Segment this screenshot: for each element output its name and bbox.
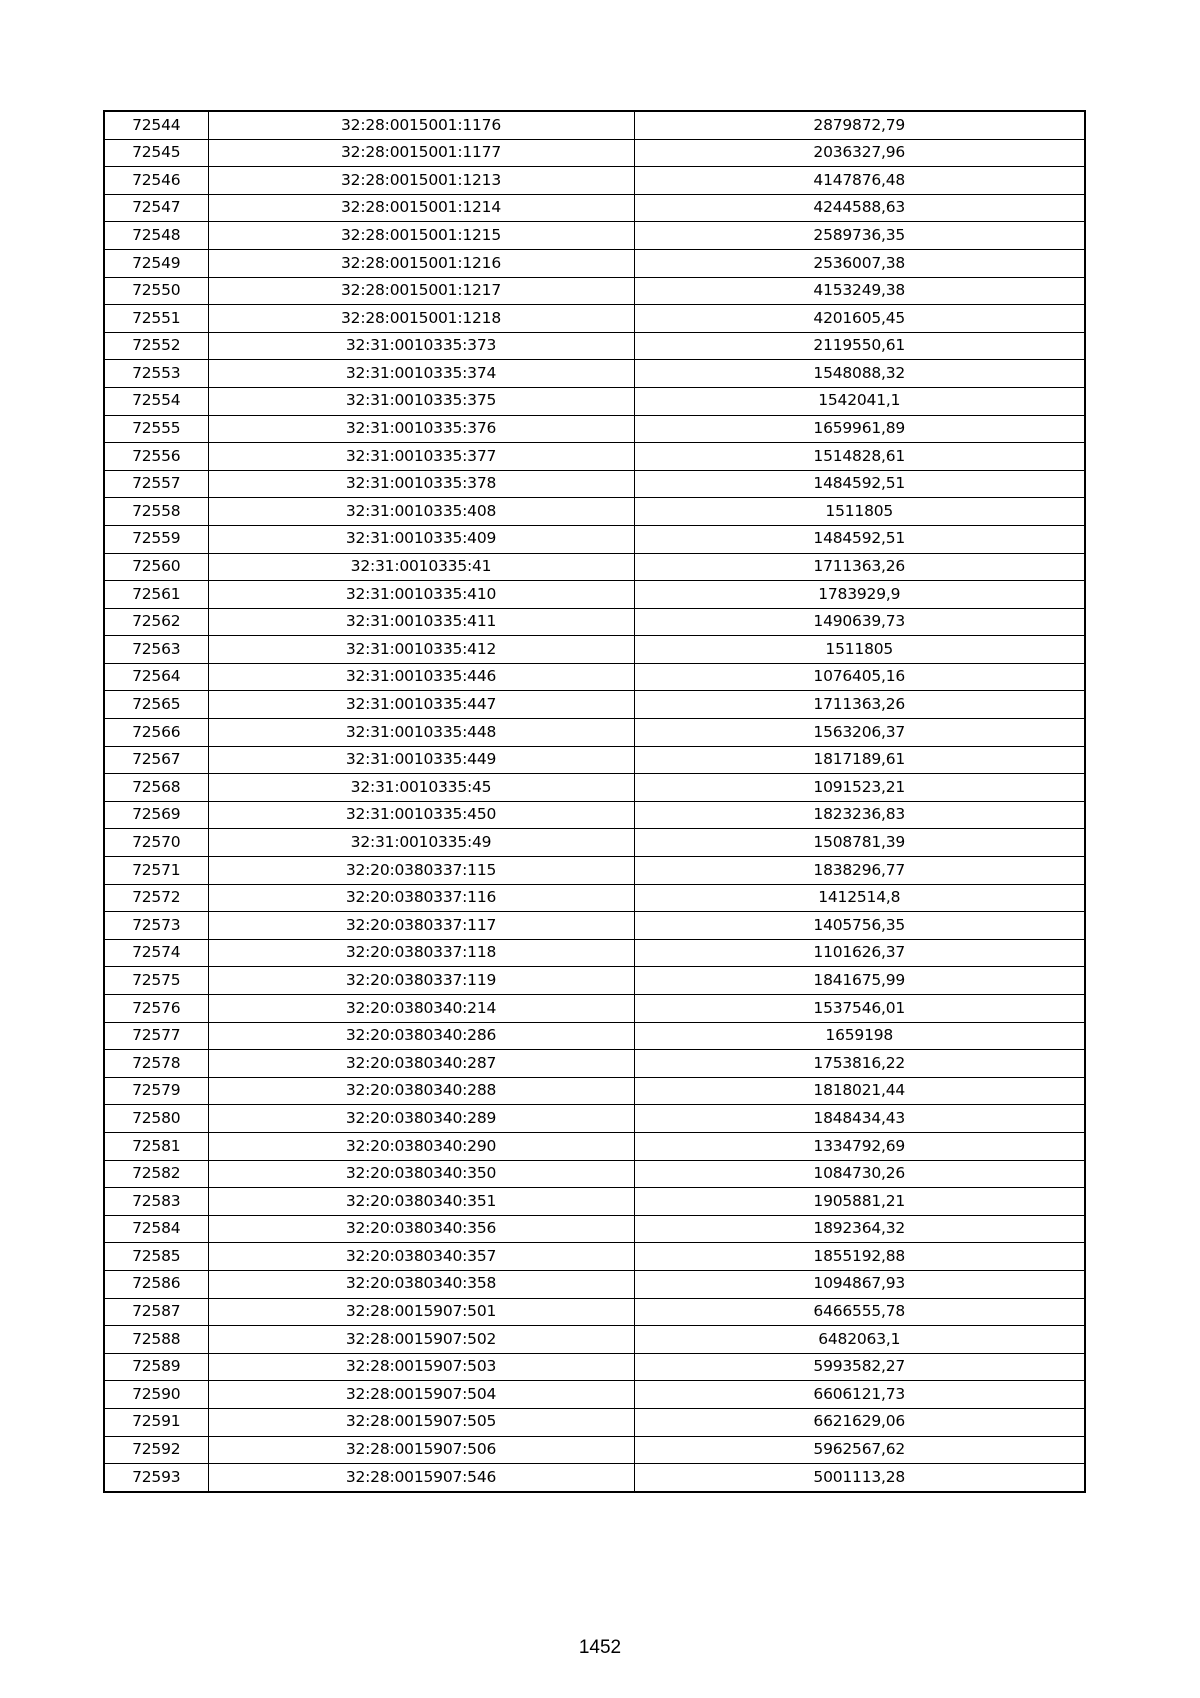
table-row: [104, 139, 1085, 167]
table-row: [104, 525, 1085, 553]
table-body: [104, 111, 1085, 1492]
cadastral-number-cell: 32:31:0010335:412: [208, 636, 634, 664]
row-number-cell: 72575: [104, 967, 208, 995]
cadastral-value-cell: 1405756,35: [634, 912, 1085, 940]
cadastral-number-cell: 32:28:0015001:1217: [208, 277, 634, 305]
row-number-cell: 72579: [104, 1077, 208, 1105]
cadastral-number-cell: 32:31:0010335:374: [208, 360, 634, 388]
table-row: [104, 801, 1085, 829]
table-row: [104, 387, 1085, 415]
row-number-cell: 72562: [104, 608, 208, 636]
cadastral-value-cell: 1711363,26: [634, 553, 1085, 581]
cadastral-number-cell: 32:31:0010335:373: [208, 332, 634, 360]
table-row: [104, 857, 1085, 885]
row-number-cell: 72566: [104, 719, 208, 747]
table-row: [104, 691, 1085, 719]
row-number-cell: 72577: [104, 1022, 208, 1050]
row-number-cell: 72552: [104, 332, 208, 360]
cadastral-value-cell: 1412514,8: [634, 884, 1085, 912]
cadastral-value-cell: 1076405,16: [634, 663, 1085, 691]
cadastral-value-cell: 4147876,48: [634, 167, 1085, 195]
cadastral-value-cell: 1542041,1: [634, 387, 1085, 415]
row-number-cell: 72563: [104, 636, 208, 664]
row-number-cell: 72557: [104, 470, 208, 498]
cadastral-number-cell: 32:31:0010335:45: [208, 774, 634, 802]
cadastral-number-cell: 32:28:0015001:1214: [208, 194, 634, 222]
cadastral-value-cell: 1490639,73: [634, 608, 1085, 636]
table-row: [104, 553, 1085, 581]
cadastral-number-cell: 32:31:0010335:450: [208, 801, 634, 829]
table-row: [104, 1298, 1085, 1326]
cadastral-value-cell: 1838296,77: [634, 857, 1085, 885]
cadastral-value-cell: 2119550,61: [634, 332, 1085, 360]
row-number-cell: 72582: [104, 1160, 208, 1188]
cadastral-number-cell: 32:28:0015907:504: [208, 1381, 634, 1409]
cadastral-number-cell: 32:28:0015001:1218: [208, 305, 634, 333]
cadastral-value-cell: 4201605,45: [634, 305, 1085, 333]
table-row: [104, 249, 1085, 277]
cadastral-value-cell: 1818021,44: [634, 1077, 1085, 1105]
row-number-cell: 72591: [104, 1408, 208, 1436]
table-row: [104, 1160, 1085, 1188]
table-row: [104, 1077, 1085, 1105]
table-row: [104, 1464, 1085, 1492]
cadastral-number-cell: 32:20:0380337:119: [208, 967, 634, 995]
cadastral-value-cell: 1548088,32: [634, 360, 1085, 388]
cadastral-number-cell: 32:20:0380340:287: [208, 1050, 634, 1078]
row-number-cell: 72545: [104, 139, 208, 167]
table-row: [104, 1408, 1085, 1436]
cadastral-value-cell: 1084730,26: [634, 1160, 1085, 1188]
cadastral-number-cell: 32:28:0015907:506: [208, 1436, 634, 1464]
cadastral-number-cell: 32:20:0380340:356: [208, 1215, 634, 1243]
cadastral-value-cell: 1511805: [634, 498, 1085, 526]
table-row: [104, 305, 1085, 333]
table-row: [104, 277, 1085, 305]
table-row: [104, 663, 1085, 691]
row-number-cell: 72580: [104, 1105, 208, 1133]
table-row: [104, 608, 1085, 636]
cadastral-number-cell: 32:20:0380337:115: [208, 857, 634, 885]
table-row: [104, 332, 1085, 360]
table-row: [104, 581, 1085, 609]
row-number-cell: 72546: [104, 167, 208, 195]
table-row: [104, 939, 1085, 967]
cadastral-number-cell: 32:28:0015907:502: [208, 1326, 634, 1354]
table-row: [104, 1353, 1085, 1381]
cadastral-value-cell: 4153249,38: [634, 277, 1085, 305]
table-row: [104, 967, 1085, 995]
table-row: [104, 1105, 1085, 1133]
row-number-cell: 72573: [104, 912, 208, 940]
cadastral-value-cell: 1783929,9: [634, 581, 1085, 609]
table-row: [104, 167, 1085, 195]
cadastral-number-cell: 32:20:0380340:289: [208, 1105, 634, 1133]
table-row: [104, 1132, 1085, 1160]
row-number-cell: 72583: [104, 1188, 208, 1216]
cadastral-value-cell: 5001113,28: [634, 1464, 1085, 1492]
cadastral-value-cell: 2536007,38: [634, 249, 1085, 277]
cadastral-number-cell: 32:31:0010335:411: [208, 608, 634, 636]
row-number-cell: 72561: [104, 581, 208, 609]
cadastral-value-cell: 5962567,62: [634, 1436, 1085, 1464]
row-number-cell: 72581: [104, 1132, 208, 1160]
cadastral-number-cell: 32:20:0380340:350: [208, 1160, 634, 1188]
table-row: [104, 1381, 1085, 1409]
cadastral-value-cell: 1537546,01: [634, 995, 1085, 1023]
cadastral-number-cell: 32:28:0015001:1216: [208, 249, 634, 277]
cadastral-number-cell: 32:20:0380337:116: [208, 884, 634, 912]
cadastral-number-cell: 32:31:0010335:409: [208, 525, 634, 553]
cadastral-value-cell: 1508781,39: [634, 829, 1085, 857]
cadastral-number-cell: 32:20:0380340:351: [208, 1188, 634, 1216]
cadastral-number-cell: 32:31:0010335:448: [208, 719, 634, 747]
row-number-cell: 72553: [104, 360, 208, 388]
row-number-cell: 72574: [104, 939, 208, 967]
cadastral-value-cell: 1659961,89: [634, 415, 1085, 443]
row-number-cell: 72559: [104, 525, 208, 553]
row-number-cell: 72569: [104, 801, 208, 829]
cadastral-value-cell: 1101626,37: [634, 939, 1085, 967]
row-number-cell: 72587: [104, 1298, 208, 1326]
cadastral-number-cell: 32:20:0380337:118: [208, 939, 634, 967]
table-row: [104, 829, 1085, 857]
cadastral-value-cell: 2879872,79: [634, 111, 1085, 139]
table-row: [104, 194, 1085, 222]
cadastral-value-cell: 1094867,93: [634, 1270, 1085, 1298]
cadastral-value-cell: 6466555,78: [634, 1298, 1085, 1326]
cadastral-number-cell: 32:31:0010335:446: [208, 663, 634, 691]
row-number-cell: 72586: [104, 1270, 208, 1298]
cadastral-value-cell: 1823236,83: [634, 801, 1085, 829]
table-row: [104, 498, 1085, 526]
cadastral-number-cell: 32:31:0010335:408: [208, 498, 634, 526]
cadastral-number-cell: 32:31:0010335:375: [208, 387, 634, 415]
table-row: [104, 746, 1085, 774]
cadastral-value-cell: 1484592,51: [634, 470, 1085, 498]
table-row: [104, 1436, 1085, 1464]
row-number-cell: 72554: [104, 387, 208, 415]
cadastral-value-cell: 4244588,63: [634, 194, 1085, 222]
row-number-cell: 72547: [104, 194, 208, 222]
cadastral-number-cell: 32:20:0380340:358: [208, 1270, 634, 1298]
table-row: [104, 1243, 1085, 1271]
table-row: [104, 470, 1085, 498]
row-number-cell: 72565: [104, 691, 208, 719]
row-number-cell: 72549: [104, 249, 208, 277]
cadastral-number-cell: 32:28:0015001:1176: [208, 111, 634, 139]
cadastral-number-cell: 32:31:0010335:49: [208, 829, 634, 857]
row-number-cell: 72551: [104, 305, 208, 333]
cadastral-value-cell: 6621629,06: [634, 1408, 1085, 1436]
row-number-cell: 72578: [104, 1050, 208, 1078]
row-number-cell: 72564: [104, 663, 208, 691]
row-number-cell: 72584: [104, 1215, 208, 1243]
cadastral-value-cell: 6482063,1: [634, 1326, 1085, 1354]
row-number-cell: 72555: [104, 415, 208, 443]
cadastral-number-cell: 32:31:0010335:376: [208, 415, 634, 443]
cadastral-number-cell: 32:28:0015001:1213: [208, 167, 634, 195]
row-number-cell: 72593: [104, 1464, 208, 1492]
row-number-cell: 72567: [104, 746, 208, 774]
cadastral-value-cell: 1817189,61: [634, 746, 1085, 774]
row-number-cell: 72589: [104, 1353, 208, 1381]
cadastral-value-cell: 1511805: [634, 636, 1085, 664]
row-number-cell: 72560: [104, 553, 208, 581]
table-row: [104, 111, 1085, 139]
cadastral-number-cell: 32:31:0010335:41: [208, 553, 634, 581]
table-row: [104, 1188, 1085, 1216]
row-number-cell: 72556: [104, 443, 208, 471]
row-number-cell: 72592: [104, 1436, 208, 1464]
cadastral-value-cell: 1855192,88: [634, 1243, 1085, 1271]
cadastral-number-cell: 32:20:0380340:288: [208, 1077, 634, 1105]
cadastral-number-cell: 32:20:0380340:290: [208, 1132, 634, 1160]
table-row: [104, 360, 1085, 388]
cadastral-value-table: [103, 110, 1086, 1493]
row-number-cell: 72570: [104, 829, 208, 857]
row-number-cell: 72571: [104, 857, 208, 885]
table-row: [104, 1270, 1085, 1298]
row-number-cell: 72588: [104, 1326, 208, 1354]
row-number-cell: 72544: [104, 111, 208, 139]
cadastral-value-cell: 5993582,27: [634, 1353, 1085, 1381]
row-number-cell: 72548: [104, 222, 208, 250]
cadastral-value-cell: 1563206,37: [634, 719, 1085, 747]
cadastral-value-cell: 1711363,26: [634, 691, 1085, 719]
cadastral-value-cell: 1334792,69: [634, 1132, 1085, 1160]
row-number-cell: 72585: [104, 1243, 208, 1271]
cadastral-value-cell: 1659198: [634, 1022, 1085, 1050]
cadastral-number-cell: 32:31:0010335:378: [208, 470, 634, 498]
row-number-cell: 72572: [104, 884, 208, 912]
table-row: [104, 222, 1085, 250]
table-row: [104, 415, 1085, 443]
cadastral-number-cell: 32:20:0380340:214: [208, 995, 634, 1023]
cadastral-number-cell: 32:28:0015907:503: [208, 1353, 634, 1381]
cadastral-value-cell: 2589736,35: [634, 222, 1085, 250]
table-row: [104, 1022, 1085, 1050]
cadastral-value-cell: 1514828,61: [634, 443, 1085, 471]
cadastral-number-cell: 32:31:0010335:410: [208, 581, 634, 609]
table-row: [104, 912, 1085, 940]
cadastral-number-cell: 32:28:0015907:505: [208, 1408, 634, 1436]
cadastral-value-cell: 1905881,21: [634, 1188, 1085, 1216]
cadastral-value-cell: 1848434,43: [634, 1105, 1085, 1133]
cadastral-number-cell: 32:31:0010335:377: [208, 443, 634, 471]
cadastral-number-cell: 32:31:0010335:447: [208, 691, 634, 719]
table-row: [104, 995, 1085, 1023]
cadastral-number-cell: 32:31:0010335:449: [208, 746, 634, 774]
cadastral-value-cell: 2036327,96: [634, 139, 1085, 167]
table-row: [104, 719, 1085, 747]
cadastral-value-cell: 1753816,22: [634, 1050, 1085, 1078]
table-row: [104, 774, 1085, 802]
cadastral-value-cell: 1892364,32: [634, 1215, 1085, 1243]
cadastral-value-cell: 1484592,51: [634, 525, 1085, 553]
row-number-cell: 72558: [104, 498, 208, 526]
cadastral-value-cell: 1841675,99: [634, 967, 1085, 995]
page-number: 1452: [578, 1637, 622, 1658]
cadastral-number-cell: 32:20:0380340:286: [208, 1022, 634, 1050]
cadastral-number-cell: 32:20:0380340:357: [208, 1243, 634, 1271]
row-number-cell: 72568: [104, 774, 208, 802]
table-row: [104, 1050, 1085, 1078]
row-number-cell: 72590: [104, 1381, 208, 1409]
row-number-cell: 72550: [104, 277, 208, 305]
cadastral-number-cell: 32:28:0015001:1177: [208, 139, 634, 167]
table-row: [104, 636, 1085, 664]
cadastral-value-cell: 6606121,73: [634, 1381, 1085, 1409]
table-row: [104, 884, 1085, 912]
cadastral-number-cell: 32:28:0015907:501: [208, 1298, 634, 1326]
table-row: [104, 1215, 1085, 1243]
cadastral-number-cell: 32:28:0015907:546: [208, 1464, 634, 1492]
table-row: [104, 443, 1085, 471]
cadastral-number-cell: 32:20:0380337:117: [208, 912, 634, 940]
cadastral-value-cell: 1091523,21: [634, 774, 1085, 802]
cadastral-number-cell: 32:28:0015001:1215: [208, 222, 634, 250]
row-number-cell: 72576: [104, 995, 208, 1023]
table-row: [104, 1326, 1085, 1354]
